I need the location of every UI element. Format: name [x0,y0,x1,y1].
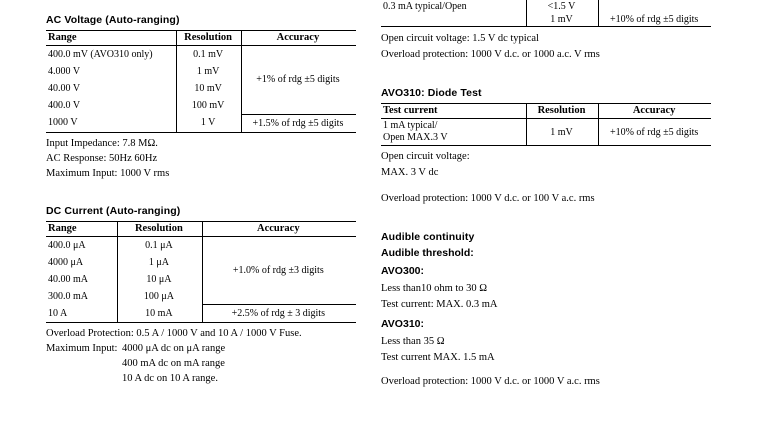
cell-range: 400.0 mV (AVO310 only) [48,49,153,60]
column-header-range: Range [46,221,118,236]
note-line: MAX. 3 V dc [381,167,439,178]
table-header-row [381,104,711,119]
right-column [381,0,711,390]
cell-resolution: 1 mV [526,119,599,146]
ac-voltage-title: AC Voltage (Auto-ranging) [46,14,180,26]
cell-range: 400.0 μA [48,239,86,251]
cell-test-current-line2: Open MAX.3 V [383,132,448,143]
column-header-range: Range [46,31,177,46]
note-line: Test current MAX. 1.5 mA [381,352,495,363]
cell-resolution: 1 mV [177,63,242,80]
ac-voltage-table [46,30,356,133]
cell-range: 10 A [46,305,118,323]
note-line: Open circuit voltage: 1.5 V dc typical [381,33,539,44]
cell-range: 1000 V [46,114,177,132]
note-line: Open circuit voltage: [381,151,470,162]
column-header-accuracy: Accuracy [202,221,356,236]
max-input-value: 400 mA dc on mA range [122,358,225,369]
audible-block-avo310 [381,318,711,366]
note-line: Maximum Input: 1000 V rms [46,167,170,179]
cell-range: 4000 μA [48,256,84,268]
cell-resolution: 10 mV [177,80,242,97]
cell-test-current [381,119,526,146]
audible-block-avo300 [381,265,711,313]
table-header-row [46,31,356,46]
note-line: Overload protection: 1000 V d.c. or 100 V a.c. rms [381,193,595,204]
cell-accuracy: +10% of rdg ±5 digits [599,13,711,27]
max-input-value: 10 A dc on 10 A range. [122,373,218,384]
spacer [381,63,711,87]
column-header-resolution: Resolution [526,104,599,119]
cell-test-current [381,13,526,27]
note-line: Overload Protection: 0.5 A / 1000 V and 10 A / 1000 V Fuse. [46,328,302,339]
column-header-resolution: Resolution [118,221,202,236]
table-row [46,305,356,323]
cell-resolution: 10 μA [118,271,202,288]
note-line: AC Response: 50Hz 60Hz [46,152,158,164]
cell-accuracy: +1.5% of rdg ±5 digits [241,114,356,132]
column-header-test-current: Test current [381,104,526,119]
cell-resolution: 0.1 mV [177,46,242,64]
cell-test-current-line1: 1 mA typical/ [383,120,438,131]
model-label: AVO310: [381,318,424,330]
max-input-label: Maximum Input: [46,343,118,354]
left-column [46,14,356,386]
cell-accuracy [599,0,711,13]
cell-resolution: 1 V [177,114,242,132]
diode-test-title: AVO310: Diode Test [381,87,482,99]
table-row [381,119,711,146]
cell-resolution: 100 μA [118,288,202,305]
cell-test-current: 0.3 mA typical/Open [383,1,467,12]
cell-resolution: 1 μA [118,254,202,271]
table-row [46,114,356,132]
dc-current-notes [46,326,356,386]
cell-resolution: 1 mV [526,13,599,27]
ac-voltage-notes [46,136,356,181]
max-input-row [46,341,356,356]
note-line: Test current: MAX. 0.3 mA [381,299,498,310]
table-row [381,0,711,13]
cell-resolution: 0.1 μA [118,236,202,254]
column-header-resolution: Resolution [177,31,242,46]
note-line: Less than10 ohm to 30 Ω [381,283,488,294]
spacer [381,207,711,231]
table-header-row [46,221,356,236]
max-input-value: 4000 μA dc on μA range [122,343,226,354]
column-header-accuracy: Accuracy [599,104,711,119]
column-header-accuracy: Accuracy [241,31,356,46]
note-line: Less than 35 Ω [381,336,445,347]
note-line: Overload protection: 1000 V d.c. or 1000 a.c. V rms [381,49,600,60]
cell-accuracy: +10% of rdg ±5 digits [599,119,711,146]
cell-resolution: 100 mV [177,97,242,114]
audible-threshold-label: Audible threshold: [381,247,474,259]
spacer [46,181,356,205]
audible-footer-note: Overload protection: 1000 V d.c. or 1000 V a.c. rms [381,376,600,387]
diode-test-notes [381,149,711,207]
cell-range: 300.0 mA [48,290,88,302]
model-label: AVO300: [381,265,424,277]
cell-range: 40.00 V [48,83,81,94]
table-row [46,236,356,254]
audible-continuity-title: Audible continuity [381,231,475,243]
dc-current-table [46,221,356,324]
cell-range: 40.00 mA [48,273,88,285]
cell-range: 4.000 V [48,66,81,77]
cell-accuracy: +2.5% of rdg ± 3 digits [202,305,356,323]
continuation-table [381,0,711,27]
continuation-notes [381,31,711,63]
note-line: Input Impedance: 7.8 MΩ. [46,137,158,149]
cell-accuracy: +1.0% of rdg ±3 digits [232,264,324,276]
dc-current-title: DC Current (Auto-ranging) [46,204,181,217]
diode-test-table [381,103,711,146]
table-row [46,46,356,64]
cell-range: 400.0 V [48,100,81,111]
cell-resolution: 10 mA [118,305,202,323]
cell-resolution: <1.5 V [526,0,599,13]
cell-accuracy: +1% of rdg ±5 digits [256,74,340,86]
table-row [381,13,711,27]
